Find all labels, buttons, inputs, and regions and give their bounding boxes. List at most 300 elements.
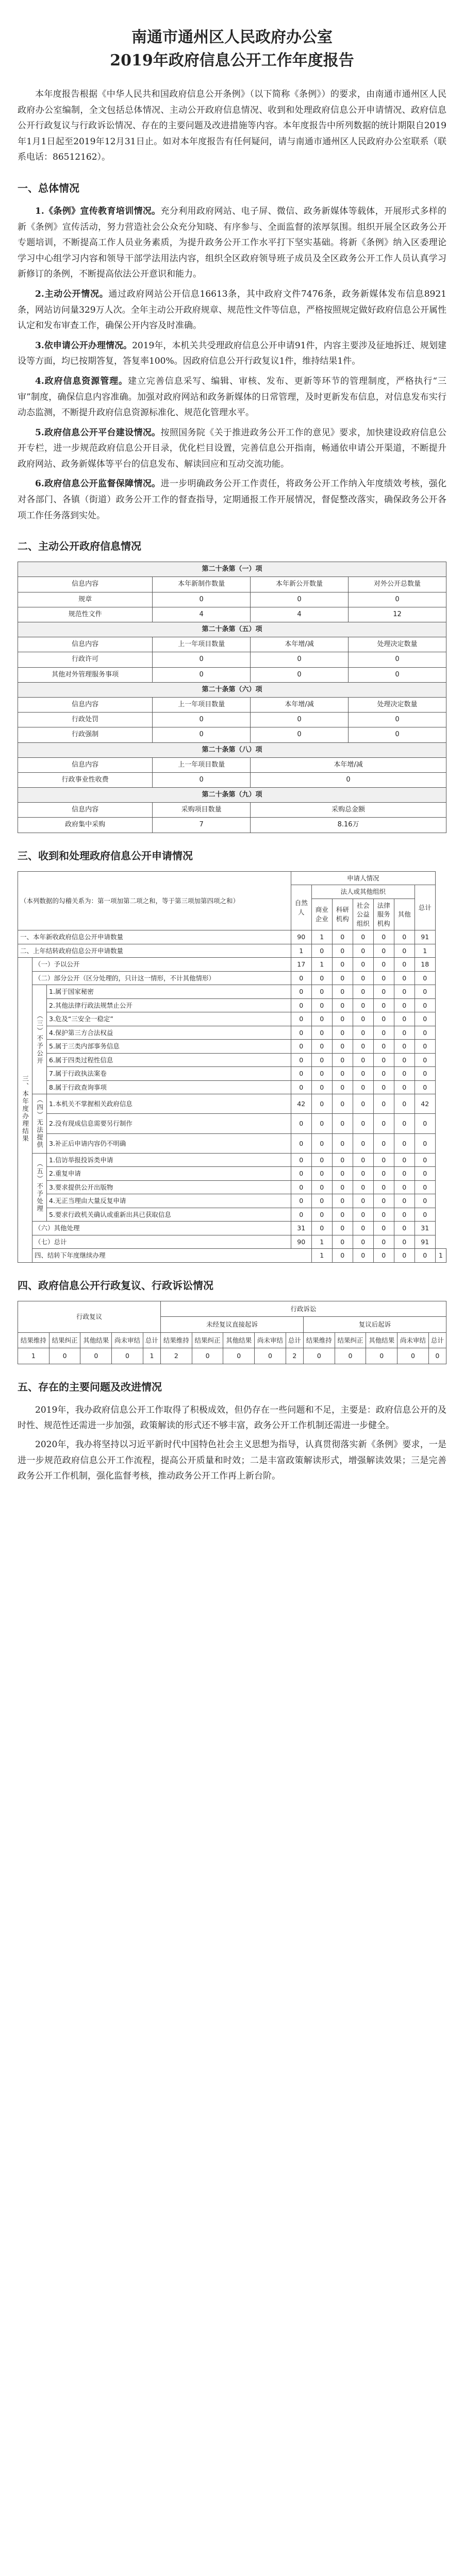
table-cell: 0 <box>394 971 415 985</box>
table-cell: 0 <box>394 1153 415 1167</box>
table-cell: 0 <box>373 1094 394 1114</box>
row-subgroup-label <box>32 1094 47 1154</box>
table-row <box>18 985 446 999</box>
table-cell: 0 <box>153 667 251 682</box>
row-label: 4.保护第三方合法权益 <box>47 1026 291 1040</box>
table-cell: 0 <box>291 971 311 985</box>
table-cell: 0 <box>291 1153 311 1167</box>
overview-item <box>18 425 446 472</box>
overview-item-text: 通过政府网站公开信息16613条，其中政府文件7476条，政务新媒体发布信息8921条，网站访问量329万人次。全年主动公开政府规章、规范性文件等信息，严格按照规定做好政府信息公开属性认定和发布审查工作，确保公开内容及时准确。 <box>18 289 446 331</box>
column-header: 结果纠正 <box>49 1332 80 1348</box>
row-group-label <box>18 958 32 1263</box>
table-cell: 政府集中采购 <box>18 818 153 833</box>
table-cell: 0 <box>415 1153 435 1167</box>
table-cell: 0 <box>311 1222 332 1235</box>
column-header: 上一年项目数量 <box>153 697 251 712</box>
table-cell: 0 <box>291 1053 311 1067</box>
table-cell: 0 <box>415 1208 435 1222</box>
table-cell: 0 <box>311 1114 332 1133</box>
table-cell: 0 <box>251 713 349 727</box>
table-band: 第二十条第（九）项 <box>18 788 446 803</box>
row-group-label-text: 三、本年度办理结果 <box>21 1075 29 1143</box>
table-cell: 0 <box>415 1180 435 1194</box>
table-cell: 0 <box>332 1194 353 1208</box>
table-cell: 行政许可 <box>18 652 153 667</box>
table-cell: 0 <box>311 1080 332 1094</box>
column-header: 科研机构 <box>332 899 353 930</box>
table-cell: 0 <box>291 1040 311 1054</box>
table-cell: 0 <box>291 998 311 1012</box>
table-row <box>18 958 446 972</box>
table-cell: 0 <box>332 930 353 944</box>
table-row <box>18 1040 446 1054</box>
table-cell: 0 <box>353 1180 373 1194</box>
table-cell: 0 <box>353 1012 373 1026</box>
table-cell: 1 <box>143 1348 160 1364</box>
table-cell: 7 <box>153 818 251 833</box>
row-label: 8.属于行政查询事项 <box>47 1080 291 1094</box>
table-cell: 91 <box>415 930 435 944</box>
table-cell: 0 <box>394 1026 415 1040</box>
table-cell: 0 <box>394 1208 415 1222</box>
overview-item-lead: 4.政府信息资源管理。 <box>35 376 128 386</box>
table-row <box>18 607 446 622</box>
table-cell: 0 <box>394 1040 415 1054</box>
applications-table <box>18 871 446 1263</box>
table-cell: 0 <box>394 1194 415 1208</box>
table-cell: 0 <box>332 944 353 958</box>
table-cell: 0 <box>291 1080 311 1094</box>
table-cell: 行政事业性收费 <box>18 772 153 787</box>
table-cell: 0 <box>153 727 251 742</box>
section-heading-overview: 一、总体情况 <box>18 181 79 194</box>
row-label: 3.危及“三安全一稳定” <box>47 1012 291 1026</box>
table-cell: 0 <box>353 1153 373 1167</box>
table-cell: 0 <box>353 1114 373 1133</box>
table-cell: 0 <box>311 1194 332 1208</box>
column-header: 结果维持 <box>303 1332 335 1348</box>
column-header: 处理决定数量 <box>349 637 446 652</box>
table-cell: 0 <box>311 1026 332 1040</box>
table-cell: 42 <box>291 1094 311 1114</box>
table-cell: 1 <box>435 1249 446 1263</box>
table-cell: 0 <box>394 1167 415 1181</box>
table-cell: 0 <box>415 998 435 1012</box>
table-cell: 0 <box>353 1040 373 1054</box>
column-header: 结果维持 <box>18 1332 49 1348</box>
column-header: 行政诉讼 <box>160 1301 446 1317</box>
table-cell: 8.16万 <box>251 818 446 833</box>
table-cell: 0 <box>311 1053 332 1067</box>
column-header: 行政复议 <box>18 1301 161 1332</box>
row-subgroup-label <box>32 1153 47 1222</box>
table-cell: 0 <box>415 985 435 999</box>
table-cell: 0 <box>415 1012 435 1026</box>
table-cell: 0 <box>311 1153 332 1167</box>
table-cell: 0 <box>373 1167 394 1181</box>
column-header: 复议后起诉 <box>303 1317 446 1333</box>
column-header: 总计 <box>143 1332 160 1348</box>
table-cell: 0 <box>428 1348 446 1364</box>
table-cell: 0 <box>311 998 332 1012</box>
column-header: 其他结果 <box>366 1332 397 1348</box>
table-cell: 0 <box>291 1114 311 1133</box>
table-row <box>18 1249 446 1263</box>
table-cell: 0 <box>394 1080 415 1094</box>
table-row <box>18 592 446 607</box>
table-cell: 0 <box>251 772 446 787</box>
table-cell: 0 <box>332 1180 353 1194</box>
table-cell: 0 <box>311 971 332 985</box>
table-cell: 0 <box>394 1249 415 1263</box>
table-cell: 0 <box>255 1348 286 1364</box>
table-cell: 0 <box>332 958 353 972</box>
column-header: 总计 <box>286 1332 303 1348</box>
table-cell: 1 <box>415 944 435 958</box>
row-label: （二）部分公开（区分处理的，只计这一情形，不计其他情形） <box>32 971 291 985</box>
table-cell: 0 <box>332 1094 353 1114</box>
table-cell: 0 <box>373 1133 394 1153</box>
table-cell: 0 <box>394 1012 415 1026</box>
table-cell: 0 <box>415 1133 435 1153</box>
problems-paragraph: 2019年，我办政府信息公开工作取得了积极成效，但仍存在一些问题和不足，主要是：政府信息公开的及时性、规范性还需进一步加强，政策解读的形式还不够丰富，政务公开工作机制还需进一步健全。 <box>18 1404 446 1431</box>
column-header: 信息内容 <box>18 697 153 712</box>
table-cell: 0 <box>291 1180 311 1194</box>
column-header: 尚未审结 <box>397 1332 429 1348</box>
table-cell: 其他对外管理服务事项 <box>18 667 153 682</box>
column-header: 申请人情况 <box>291 871 435 885</box>
column-header: 信息内容 <box>18 757 153 772</box>
report-title <box>18 26 446 72</box>
table-cell: 0 <box>153 772 251 787</box>
table-cell: 0 <box>251 667 349 682</box>
table-cell: 0 <box>394 1180 415 1194</box>
table-row <box>18 1133 446 1153</box>
table-cell: 0 <box>415 1080 435 1094</box>
table-cell: 0 <box>311 1040 332 1054</box>
table-cell: 90 <box>291 930 311 944</box>
table-row <box>18 772 446 787</box>
column-header: 对外公开总数量 <box>349 577 446 592</box>
row-label: 3.补正后申请内容仍不明确 <box>47 1133 291 1153</box>
table-cell: 0 <box>353 1194 373 1208</box>
table-row <box>18 998 446 1012</box>
table-cell: 0 <box>373 1053 394 1067</box>
table-cell: 0 <box>394 1094 415 1114</box>
column-header: 信息内容 <box>18 637 153 652</box>
row-label: 2.没有现成信息需要另行制作 <box>47 1114 291 1133</box>
table-cell: 0 <box>394 1133 415 1153</box>
table-band: 第二十条第（一）项 <box>18 562 446 577</box>
row-label: （一）予以公开 <box>32 958 291 972</box>
table-cell: 0 <box>373 1080 394 1094</box>
row-label: 3.要求提供公开出版物 <box>47 1180 291 1194</box>
problems-paragraph: 2020年，我办将坚持以习近平新时代中国特色社会主义思想为指导，认真贯彻落实新《条例》要求，一是进一步规范政府信息公开工作流程，提高公开质量和时效；二是丰富政策解读形式，增强解读效果；三是完善政务公开工作机制，强化监督考核，推动政务公开工作再上新台阶。 <box>18 1439 446 1482</box>
row-label: （七）总计 <box>32 1235 291 1249</box>
table-row <box>18 1180 446 1194</box>
table-cell: 0 <box>251 652 349 667</box>
table-cell: 0 <box>373 1249 394 1263</box>
table-cell: 0 <box>353 1133 373 1153</box>
column-header: 法律服务机构 <box>373 899 394 930</box>
row-label: 6.属于四类过程性信息 <box>47 1053 291 1067</box>
table-row <box>18 1235 446 1249</box>
table-cell: 0 <box>223 1348 255 1364</box>
table-cell: 0 <box>353 1235 373 1249</box>
table-cell: 0 <box>415 1026 435 1040</box>
column-header: 本年增/减 <box>251 697 349 712</box>
table-cell: 0 <box>353 944 373 958</box>
table-cell: 0 <box>251 592 349 607</box>
table-cell: 0 <box>291 1208 311 1222</box>
column-header: 商业企业 <box>311 899 332 930</box>
row-subgroup-label <box>32 985 47 1094</box>
column-header: 其他结果 <box>80 1332 112 1348</box>
table-corner-note: （本列数据的勾稽关系为：第一项加第二项之和，等于第三项加第四项之和） <box>18 871 291 930</box>
table-cell: 0 <box>415 1167 435 1181</box>
table-cell: 0 <box>373 1180 394 1194</box>
table-cell: 0 <box>332 1153 353 1167</box>
table-row <box>18 1080 446 1094</box>
table-cell: 1 <box>311 930 332 944</box>
table-cell: 0 <box>332 1026 353 1040</box>
column-header: 采购总金额 <box>251 803 446 818</box>
table-cell: 1 <box>291 944 311 958</box>
table-cell: 0 <box>311 1012 332 1026</box>
column-header: 信息内容 <box>18 803 153 818</box>
table-cell: 0 <box>394 1067 415 1081</box>
table-cell: 0 <box>394 944 415 958</box>
table-cell: 0 <box>373 998 394 1012</box>
table-cell: 0 <box>353 1167 373 1181</box>
title-line-1: 南通市通州区人民政府办公室 <box>131 28 333 46</box>
table-cell: 0 <box>332 998 353 1012</box>
table-row <box>18 1167 446 1181</box>
table-row <box>18 1208 446 1222</box>
overview-item <box>18 204 446 282</box>
table-cell: 0 <box>153 652 251 667</box>
row-label: 二、上年结转政府信息公开申请数量 <box>18 944 291 958</box>
table-cell: 0 <box>353 998 373 1012</box>
table-cell: 0 <box>353 1094 373 1114</box>
table-cell: 0 <box>291 985 311 999</box>
table-cell: 1 <box>311 958 332 972</box>
table-row <box>18 667 446 682</box>
table-cell: 0 <box>353 958 373 972</box>
column-header: 尚未审结 <box>112 1332 143 1348</box>
row-label: 四、结转下年度继续办理 <box>32 1249 312 1263</box>
table-cell: 0 <box>291 1067 311 1081</box>
table-cell: 0 <box>366 1348 397 1364</box>
overview-item-text: 按照国务院《关于推进政务公开工作的意见》要求，加快建设政府信息公开专栏，进一步规范政府信息公开目录，优化栏目设置，完善信息公开指南，畅通依申请公开渠道，不断提升政府网站、政务新媒体等平台的信息发布、解读回应和互动交流功能。 <box>18 427 447 469</box>
overview-item-lead: 2.主动公开情况。 <box>35 289 109 299</box>
table-band: 第二十条第（六）项 <box>18 682 446 697</box>
column-header: 结果纠正 <box>192 1332 223 1348</box>
table-cell: 0 <box>397 1348 429 1364</box>
table-cell: 0 <box>394 1114 415 1133</box>
table-cell: 0 <box>332 1167 353 1181</box>
table-cell: 0 <box>373 985 394 999</box>
table-cell: 31 <box>415 1222 435 1235</box>
table-cell: 行政强制 <box>18 727 153 742</box>
table-cell: 0 <box>332 1208 353 1222</box>
table-cell: 0 <box>353 1067 373 1081</box>
table-cell: 1 <box>311 1235 332 1249</box>
column-header: 自然人 <box>291 885 311 930</box>
table-cell: 0 <box>332 1040 353 1054</box>
table-cell: 0 <box>373 1040 394 1054</box>
column-header: 结果纠正 <box>335 1332 366 1348</box>
table-cell: 0 <box>332 1114 353 1133</box>
table-cell: 0 <box>311 1208 332 1222</box>
column-header: 信息内容 <box>18 577 153 592</box>
row-label: 一、本年新收政府信息公开申请数量 <box>18 930 291 944</box>
table-cell: 0 <box>192 1348 223 1364</box>
table-cell: 0 <box>353 1222 373 1235</box>
table-cell: 0 <box>332 985 353 999</box>
table-cell: 0 <box>415 1067 435 1081</box>
table-cell: 0 <box>291 1133 311 1153</box>
table-cell: 2 <box>160 1348 192 1364</box>
row-subgroup-label-text: （四）无法提供 <box>36 1096 44 1149</box>
overview-item <box>18 338 446 369</box>
table-cell: 0 <box>349 652 446 667</box>
table-cell: 0 <box>112 1348 143 1364</box>
column-header: 法人或其他组织 <box>311 885 415 899</box>
overview-item-lead: 6.政府信息公开监督保障情况。 <box>35 479 161 489</box>
table-cell: 0 <box>373 930 394 944</box>
table-cell: 0 <box>394 1222 415 1235</box>
table-row <box>18 1114 446 1133</box>
overview-item <box>18 374 446 421</box>
table-row <box>18 1194 446 1208</box>
table-cell: 0 <box>332 1067 353 1081</box>
table-cell: 0 <box>332 1249 353 1263</box>
table-cell: 31 <box>291 1222 311 1235</box>
column-header: 处理决定数量 <box>349 697 446 712</box>
table-cell: 0 <box>394 1053 415 1067</box>
table-cell: 0 <box>373 1208 394 1222</box>
table-cell: 0 <box>332 1080 353 1094</box>
section-heading-active-disclosure: 二、主动公开政府信息情况 <box>18 540 141 553</box>
title-line-2: 2019年政府信息公开工作年度报告 <box>110 52 354 70</box>
table-cell: 0 <box>80 1348 112 1364</box>
table-cell: 0 <box>394 998 415 1012</box>
table-cell: 0 <box>311 1067 332 1081</box>
table-row <box>18 1026 446 1040</box>
table-row <box>18 1067 446 1081</box>
overview-item-lead: 3.依申请公开办理情况。 <box>35 340 132 351</box>
table-cell: 0 <box>394 930 415 944</box>
table-cell: 18 <box>415 958 435 972</box>
table-cell: 0 <box>373 1235 394 1249</box>
column-header: 上一年项目数量 <box>153 637 251 652</box>
table-cell: 0 <box>335 1348 366 1364</box>
table-cell: 0 <box>311 1167 332 1181</box>
table-cell: 42 <box>415 1094 435 1114</box>
table-cell: 0 <box>373 1012 394 1026</box>
table-row <box>18 944 446 958</box>
column-header: 上一年项目数量 <box>153 757 251 772</box>
table-row <box>18 1053 446 1067</box>
overview-item-text: 2019年，本机关共受理政府信息公开申请91件，内容主要涉及征地拆迁、规划建设等方面，均已按期答复，答复率100%。因政府信息公开行政复议1件，维持结果1件。 <box>18 340 446 367</box>
table-cell: 0 <box>332 1235 353 1249</box>
column-header: 本年新公开数量 <box>251 577 349 592</box>
table-cell: 0 <box>291 1012 311 1026</box>
table-cell: 0 <box>291 1026 311 1040</box>
overview-item-text: 进一步明确政务公开工作责任，将政务公开工作纳入年度绩效考核，强化对各部门、各镇（街道）政务公开工作的督查指导，定期通报工作开展情况，督促整改落实，确保政务公开各项工作任务落到实处。 <box>18 479 447 521</box>
table-cell: 91 <box>415 1235 435 1249</box>
table-cell: 0 <box>332 1012 353 1026</box>
table-cell: 0 <box>332 1133 353 1153</box>
table-cell: 0 <box>415 1249 435 1263</box>
overview-item <box>18 476 446 523</box>
table-cell: 4 <box>153 607 251 622</box>
intro-paragraph: 本年度报告根据《中华人民共和国政府信息公开条例》（以下简称《条例》）的要求，由南通市通州区人民政府办公室编制，全文包括总体情况、主动公开政府信息情况、收到和处理政府信息公开申请情况、政府信息公开行政复议与行政诉讼情况、存在的主要问题及改进措施等内容。本年度报告中所列数据的统计期限自2019年1月1日起至2019年12月31日止。如对本年度报告有任何疑问，请与南通市通州区人民政府办公室联系（联系电话：86512162）。 <box>18 89 446 163</box>
column-header: 本年增/减 <box>251 637 349 652</box>
table-cell: 90 <box>291 1235 311 1249</box>
table-cell: 0 <box>373 1194 394 1208</box>
overview-item <box>18 286 446 334</box>
table-cell: 0 <box>291 1194 311 1208</box>
column-header: 总计 <box>415 885 435 930</box>
table-cell: 0 <box>349 727 446 742</box>
table-cell: 规范性文件 <box>18 607 153 622</box>
section-heading-review-litigation: 四、政府信息公开行政复议、行政诉讼情况 <box>18 1279 213 1292</box>
overview-item-lead: 1.《条例》宣传教育培训情况。 <box>35 206 161 216</box>
row-label: 1.信访举报投诉类申请 <box>47 1153 291 1167</box>
section-heading-problems: 五、存在的主要问题及改进情况 <box>18 1380 162 1393</box>
table-row <box>18 930 446 944</box>
table-cell: 0 <box>373 1026 394 1040</box>
table-cell: 0 <box>311 985 332 999</box>
table-cell: 0 <box>291 1167 311 1181</box>
column-header: 本年增/减 <box>251 757 446 772</box>
table-cell: 0 <box>353 1080 373 1094</box>
table-row <box>18 1153 446 1167</box>
overview-item-text: 建立完善信息采写、编辑、审核、发布、更新等环节的管理制度，严格执行“三审”制度，确保信息内容准确。加强对政府网站和政务新媒体的日常管理，及时更新发布信息，对信息发布实行动态监测，不断提升政府信息资源标准化、规范化管理水平。 <box>18 376 446 418</box>
table-cell: 0 <box>311 1133 332 1153</box>
table-cell: 0 <box>415 971 435 985</box>
table-cell: 行政处罚 <box>18 713 153 727</box>
table-row <box>18 971 446 985</box>
table-cell: 0 <box>311 1094 332 1114</box>
table-cell: 0 <box>353 1053 373 1067</box>
table-cell: 0 <box>353 985 373 999</box>
table-cell: 0 <box>251 727 349 742</box>
table-cell: 0 <box>353 1208 373 1222</box>
table-row <box>18 1012 446 1026</box>
table-cell: 0 <box>349 592 446 607</box>
table-cell: 0 <box>311 944 332 958</box>
column-header: 尚未审结 <box>255 1332 286 1348</box>
column-header: 采购项目数量 <box>153 803 251 818</box>
table-row <box>18 727 446 742</box>
row-subgroup-label-text: （三）不予公开 <box>36 1012 44 1065</box>
row-label: 2.其他法律行政法规禁止公开 <box>47 998 291 1012</box>
table-row <box>18 652 446 667</box>
column-header: 结果维持 <box>160 1332 192 1348</box>
review-litigation-table <box>18 1301 446 1364</box>
overview-item-lead: 5.政府信息公开平台建设情况。 <box>35 427 161 438</box>
table-cell: 0 <box>373 1114 394 1133</box>
table-cell: 0 <box>303 1348 335 1364</box>
table-cell: 0 <box>394 985 415 999</box>
table-cell: 0 <box>373 958 394 972</box>
table-cell: 2 <box>286 1348 303 1364</box>
column-header: 总计 <box>428 1332 446 1348</box>
active-disclosure-table <box>18 562 446 833</box>
